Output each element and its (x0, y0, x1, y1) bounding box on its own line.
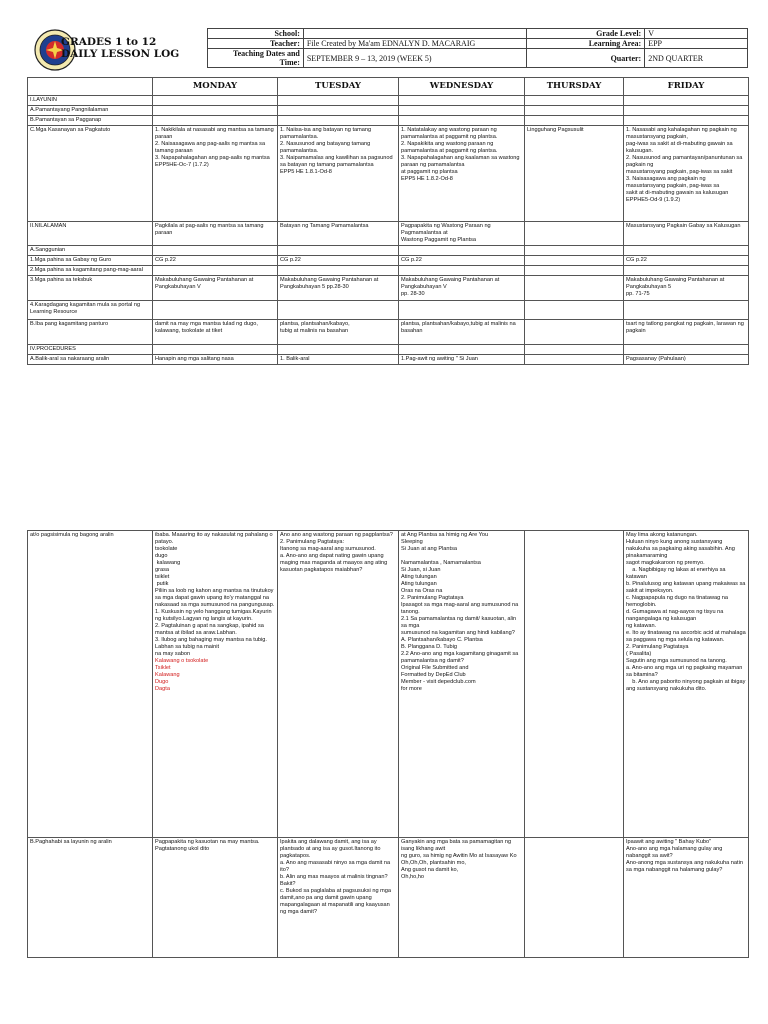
row-label: at/o pagsisimula ng bagong aralin (28, 531, 153, 838)
teacher-value: File Created by Ma'am EDNALYN D. MACARAIG (303, 39, 526, 49)
table-row-iba-pang-kagamitan (28, 320, 749, 345)
dll-title (61, 36, 179, 60)
row-label: IV.PROCEDURES (28, 345, 153, 355)
row-label: A.Pamantayang Pangnilalaman (28, 106, 153, 116)
page-2 (27, 530, 748, 958)
cell-tuesday: Batayan ng Tamang Pamamalantsa (278, 222, 399, 246)
row-label: A.Balik-aral sa nakaraang aralin (28, 355, 153, 365)
cell-friday (624, 106, 749, 116)
cell-monday (153, 246, 278, 256)
table-row-procedures (28, 345, 749, 355)
cell-monday: damit na may mga mantsa tulad ng dugo, kalawang, tsokolate at tiket (153, 320, 278, 345)
page-1 (27, 26, 748, 365)
cell-tuesday (278, 106, 399, 116)
table-row-balik-aral-cont (28, 531, 749, 838)
table-row-sanggunian (28, 246, 749, 256)
quarter-label: Quarter: (526, 49, 645, 68)
day-thursday: THURSDAY (525, 78, 624, 96)
cell-monday (153, 116, 278, 126)
answer-key-red: Kalawang o tsokolate Tsiklet Kalawang Dugo Dagta (155, 658, 209, 692)
day-friday: FRIDAY (624, 78, 749, 96)
cell-friday (624, 266, 749, 276)
cell-tuesday (278, 266, 399, 276)
cell-wednesday (399, 116, 525, 126)
cell-tuesday (278, 96, 399, 106)
row-label: 4.Karagdagang kagamitan mula sa portal ng Learning Resource (28, 301, 153, 320)
cell-thursday (525, 246, 624, 256)
document-header (27, 26, 748, 76)
table-row-pamantayan-pagganap (28, 116, 749, 126)
table-row-pamantayang-pangnilalaman (28, 106, 749, 116)
cell-monday (153, 106, 278, 116)
cell-tuesday (278, 345, 399, 355)
cell-wednesday (399, 106, 525, 116)
info-table (207, 28, 748, 68)
cell-tuesday: plantsa, plantsahan/kabayo, tubig at malinis na basahan (278, 320, 399, 345)
grade-value: V (645, 29, 748, 39)
row-label: B.Iba pang kagamitang panturo (28, 320, 153, 345)
cell-thursday (525, 106, 624, 116)
cell-thursday (525, 838, 624, 958)
cell-friday (624, 116, 749, 126)
row-label: B.Paghahabi sa layunin ng aralin (28, 838, 153, 958)
day-tuesday: TUESDAY (278, 78, 399, 96)
cell-tuesday (278, 301, 399, 320)
day-monday: MONDAY (153, 78, 278, 96)
cell-friday: 1. Nasasabi ang kahalagahan ng pagkain ng masustansyang pagkain, pag-iwas sa sakit at di-mabuting gawain sa kalusugan. 2. Nasusunod ang pamantayan/panuntunan sa pagkain ng masustansyang pagkain, pag-iwas sa sakit 3. Naisasagawa ang pagkain ng masustansyang pagkain, pag-iwas sa sakit at di-mabuting gawain sa kalusugan EPPHE5-Od-9 (1.9.2) (624, 126, 749, 222)
cell-thursday (525, 222, 624, 246)
cell-tuesday: 1. Naiisa-isa ang batayan ng tamang pamamalantsa. 2. Nasusunod ang batayang tamang pamamalantsa. 3. Naipamamalas ang kawilihan sa pagsunod sa batayan ng tamang pamamalantsa EPP5 HE 1.8.1-Od-8 (278, 126, 399, 222)
table-row-teksbuk (28, 276, 749, 301)
row-label: 3.Mga pahina sa teksbuk (28, 276, 153, 301)
cell-monday: ibaba. Maaaring ito ay nakasulat ng pahalang o patayo. tsokolate dugo kalawang grasa tsiklet putik Piliin sa loob ng kahon ang mantsa na tinutukoy sa mga dapat gawin upang ito'y matanggal na nakasaad sa mga sumusunod na pangungusap. 1. Kuskusin ng yelo hanggang tumigas.Kayurin ng kutsilyo.Lagyan ng langis at kayurin. 2. Pagtaluinan g apat na sangkap, ipahid sa mantsa at ibilad sa araw.Labhan. 3. Ilubog ang bahaging may mantsa na tubig. Labhan sa tubig na mainit na may sabon Kalawang o tsokolate Tsiklet Kalawang Dugo Dagta (153, 531, 278, 838)
table-row-learning-resource (28, 301, 749, 320)
teacher-label: Teacher: (208, 39, 304, 49)
cell-thursday (525, 96, 624, 106)
cell-wednesday (399, 345, 525, 355)
cell-tuesday (278, 246, 399, 256)
cell-friday (624, 96, 749, 106)
cell-monday (153, 301, 278, 320)
cell-thursday (525, 116, 624, 126)
cell-thursday: Lingguhang Pagsusulit (525, 126, 624, 222)
cell-monday: Makabuluhang Gawaing Pantahanan at Pangkabuhayan V (153, 276, 278, 301)
cell-friday: Masustansyang Pagkain Gabay sa Kalusugan (624, 222, 749, 246)
dates-label: Teaching Dates and Time: (208, 49, 304, 68)
cell-friday: Pagsasanay (Pahulaan) (624, 355, 749, 365)
cell-wednesday (399, 96, 525, 106)
cell-thursday (525, 320, 624, 345)
cell-thursday (525, 276, 624, 301)
grade-label: Grade Level: (526, 29, 645, 39)
table-row-paghahabi (28, 838, 749, 958)
row-label: II.NILALAMAN (28, 222, 153, 246)
cell-tuesday: Ano ano ang wastong paraan ng pagplantsa? 2. Panimulang Pagtataya: Itanong sa mag-aaral ang sumusunod. a. Ano-ano ang dapat nating gawin upang maging mas maganda at maayos ang ating kasuotan pagkatapos maiabhan? (278, 531, 399, 838)
cell-tuesday (278, 116, 399, 126)
dates-value: SEPTEMBER 9 – 13, 2019 (WEEK 5) (303, 49, 526, 68)
cell-wednesday (399, 266, 525, 276)
corner-cell (28, 78, 153, 96)
cell-wednesday: CG p.22 (399, 256, 525, 266)
cell-wednesday: plantsa, plantsahan/kabayo,tubig at malinis na basahan (399, 320, 525, 345)
cell-thursday (525, 531, 624, 838)
row-label: I.LAYUNIN (28, 96, 153, 106)
cell-thursday (525, 345, 624, 355)
cell-wednesday: Ganyakin ang mga bata sa pamamagitan ng isang likhang awit ng guro, sa himig ng Awitin Mo at Isasayaw Ko Oh,Oh,Oh, plantsahin mo, Ang gusot na damit ko, Oh,ho,ho (399, 838, 525, 958)
row-label: C.Mga Kasanayan sa Pagkatuto (28, 126, 153, 222)
cell-monday: Hanapin ang mga salitang nasa (153, 355, 278, 365)
cell-thursday (525, 266, 624, 276)
cell-wednesday: Makabuluhang Gawaing Pantahanan at Pangkabuhayan V pp. 28-30 (399, 276, 525, 301)
table-row-layunin (28, 96, 749, 106)
daily-lesson-table (27, 77, 749, 365)
cell-friday: CG p.22 (624, 256, 749, 266)
title-line-1: GRADES 1 to 12 (61, 36, 157, 48)
cell-wednesday: at Ang Plantsa sa himig ng Are You Sleeping Si Juan at ang Plantsa Namamalantsa , Namamalantsa Si Juan, si Juan Ating tulungan Ating tulungan Oras na Oras na 2. Panimulang Pagtataya Ipasagot sa mga mag-aaral ang sumusunod na tanong. 2.1 Sa pamamalantsa ng damit/ kasuotan, alin sa mga sumusunod na kagamitan ang hindi kabilang? A. Plantsahan/kabayo C. Plantsa B. Planggana D. Tubig 2.2 Ano-ano ang mga kagamitang ginagamit sa pamamalantsa ng damit? Original File Submitted and Formatted by DepEd Club Member - visit depedclub.com for more (399, 531, 525, 838)
cell-wednesday: 1. Natatalakay ang wastong paraan ng pamamalantsa at paggamit ng plantsa. 2. Napakikita ang wastong paraan ng pamamalantsa at paggamit ng plantsa. 3. Napapahalagahan ang kaalaman sa wastong paraan ng pamamalantsa at paggamit ng plantsa EPP5 HE 1.8.2-Od-8 (399, 126, 525, 222)
cell-thursday (525, 256, 624, 266)
cell-monday (153, 266, 278, 276)
cell-tuesday: 1. Balik-aral (278, 355, 399, 365)
table-row-nilalaman (28, 222, 749, 246)
cell-friday (624, 301, 749, 320)
school-label: School: (208, 29, 304, 39)
table-row-balik-aral (28, 355, 749, 365)
cell-tuesday: Makabuluhang Gawaing Pantahanan at Pangkabuhayan 5 pp.28-30 (278, 276, 399, 301)
table-row-mga-kasanayan (28, 126, 749, 222)
cell-tuesday: CG p.22 (278, 256, 399, 266)
quarter-value: 2ND QUARTER (645, 49, 748, 68)
title-line-2: DAILY LESSON LOG (61, 48, 180, 60)
school-value (303, 29, 526, 39)
row-label: B.Pamantayan sa Pagganap (28, 116, 153, 126)
cell-thursday (525, 301, 624, 320)
cell-wednesday (399, 246, 525, 256)
cell-friday (624, 246, 749, 256)
cell-thursday (525, 355, 624, 365)
cell-tuesday: Ipakita ang dalawang damit, ang isa ay plantsado at ang isa ay gusot.Itanong ito pagkatapos. a. Ano ang masasabi ninyo sa mga damit na ito? b. Alin ang mas maayos at malinis tingnan? Bakit? c. Bukod sa paglalaba at pagsusuksi ng mga damit,ano pa ang damit gawin upang mapangalagaan at mapanatili ang kaayusan ng mga damit? (278, 838, 399, 958)
day-wednesday: WEDNESDAY (399, 78, 525, 96)
area-value: EPP (645, 39, 748, 49)
cell-friday: Ipaawit ang awiting " Bahay Kubo" Ano-ano ang mga halamang gulay ang nabanggit sa awit? Ano-anong mga sustansya ang nakukuha natin sa mga nabanggit na halamang gulay? (624, 838, 749, 958)
cell-wednesday: Pagpapakita ng Wastong Paraan ng Pagmamalantsa at Wastong Paggamit ng Plantsa (399, 222, 525, 246)
day-header-row (28, 78, 749, 96)
cell-wednesday (399, 301, 525, 320)
cell-friday: tsart ng tatlong pangkat ng pagkain, larawan ng pagkain (624, 320, 749, 345)
cell-friday: May lima akong katanungan. Huluan ninyo kung anong sustansyang nakukuha sa pagkaing aking sasabihin. Ang pinakamaraming sagot magkakaroon ng premyo. a. Nagbibigay ng lakas at enerhiya sa katawan b. Pinalulusog ang katawan upang makaiwas sa sakit at impeksyon. c. Nagpapapula ng dugo na tinatawag na hemoglobin. d. Gumagawa at nag-aayos ng tisyu na nangangalaga ng kalusugan ng katawan. e. Ito ay tinatawag na ascorbic acid at mahalaga sa paggawa ng mga selula ng katawan. 2. Panimulang Pagtataya ( Pasalita) Sagutin ang mga sumusunod na tanong. a. Ano-ano ang mga uri ng pagkaing mayaman sa bitamina? b. Ano ang paborito ninyong pagkain at ibigay ang sustansyang nakukuha dito. (624, 531, 749, 838)
cell-monday: CG p.22 (153, 256, 278, 266)
cell-monday: Pagpapakita ng kasuotan na may mantsa. Pagtatanong ukol dito (153, 838, 278, 958)
cell-monday (153, 345, 278, 355)
table-row-kagamitang-pang-mag-aaral (28, 266, 749, 276)
cell-monday: 1. Nakikilala at nasasabi ang mantsa sa tamang paraan 2. Naisasagawa ang pag-aalis ng mantsa sa tamang paraan 3. Napapahalagahan ang pag-aalis ng mantsa EPP5HE-Oc-7 (1.7.2) (153, 126, 278, 222)
row-label: 1.Mga pahina sa Gabay ng Guro (28, 256, 153, 266)
daily-lesson-table-continued (27, 530, 749, 958)
cell-friday (624, 345, 749, 355)
row-label: A.Sanggunian (28, 246, 153, 256)
area-label: Learning Area: (526, 39, 645, 49)
cell-monday: Pagkilala at pag-aalis ng mantsa sa tamang paraan (153, 222, 278, 246)
cell-monday (153, 96, 278, 106)
table-row-gabay-guro (28, 256, 749, 266)
cell-wednesday: 1.Pag-awit ng awiting " Si Juan (399, 355, 525, 365)
row-label: 2.Mga pahina sa kagamitang pang-mag-aaral (28, 266, 153, 276)
cell-friday: Makabuluhang Gawaing Pantahanan at Pangkabuhayan 5 pp. 71-75 (624, 276, 749, 301)
